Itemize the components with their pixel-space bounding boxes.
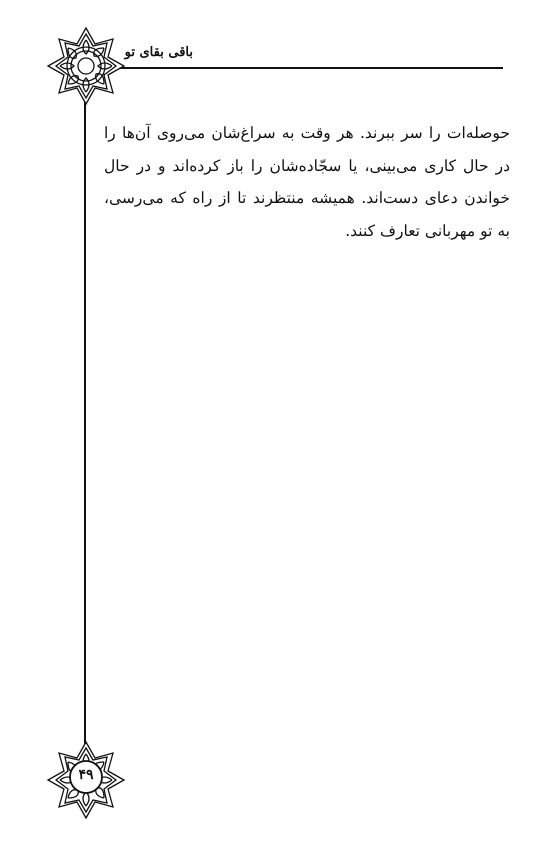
running-title: باقی بقای تو bbox=[124, 45, 193, 60]
page-number: ۴۹ bbox=[78, 767, 94, 783]
body-paragraph: حوصله‌ات را سر ببرند. هر وقت به سراغ‌شان می‌روی آن‌ها را در حال کاری می‌بینی، یا سجّاده‌شان را باز کرده‌اند و در حال خواندن دعای دست‌اند. همیشه منتظرند تا از راه که می‌رسی، به تو مهربانی تعارف کنند. bbox=[104, 124, 510, 240]
header-rule bbox=[98, 67, 503, 69]
rosette-ornament-icon bbox=[46, 26, 126, 106]
margin-rule bbox=[84, 100, 86, 775]
